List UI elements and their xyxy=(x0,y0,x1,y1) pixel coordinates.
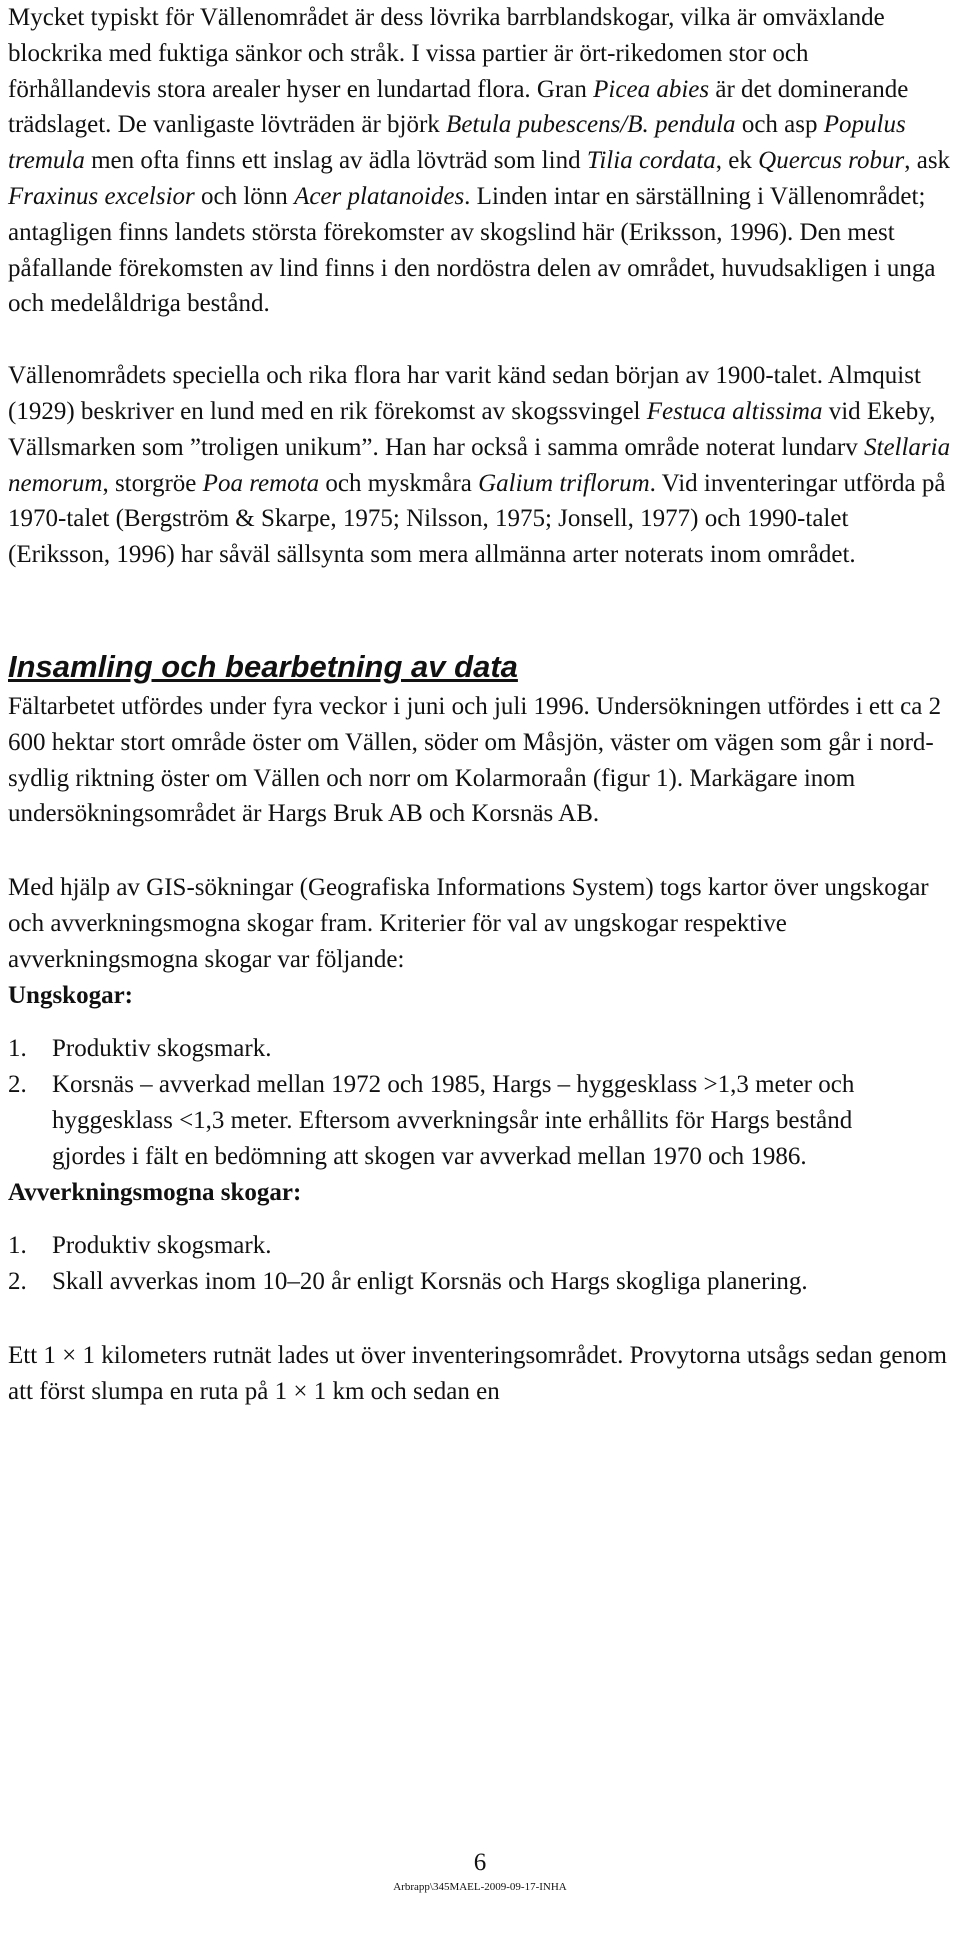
species-name: Poa remota xyxy=(202,469,320,497)
list-text: Produktiv skogsmark. xyxy=(52,1035,272,1063)
text-run: , storgröe xyxy=(102,469,203,497)
text-run: . Vid inventeringar utförda på 1970-talet (Bergström & Skarpe, 1975; Nilsson, 1975; Jonsell, 1977) och 1990-talet (Eriksson, 1996) har såväl sällsynta som mera allmänna arter noterats inom området. xyxy=(8,469,946,569)
text-run: Fältarbetet utfördes under fyra veckor i juni och juli 1996. Undersökningen utfördes i ett ca 2 600 hektar stort område öster om Vällen, söder om Måsjön, väster om vägen som går i nord-sydlig riktning öster om Vällen och norr om Kolarmoraån (figur 1). Markägare inom undersökningsområdet är Hargs Bruk AB och Korsnäs AB. xyxy=(8,692,942,828)
text-run: Ett 1 × 1 kilometers rutnät lades ut över inventeringsområdet. Provytorna utsågs sedan genom att först slumpa en ruta på 1 × 1 km och sedan en xyxy=(8,1341,947,1405)
text-run: är det dominerande trädslaget. De vanligaste lövträden är björk xyxy=(8,75,909,139)
list-item xyxy=(8,1031,960,1067)
list-number: 1. xyxy=(8,1035,27,1063)
list-number: 2. xyxy=(8,1268,27,1296)
ungskogar-list xyxy=(8,1031,960,1174)
list-text: Produktiv skogsmark. xyxy=(52,1232,272,1260)
list-item xyxy=(8,1264,960,1300)
species-name: Picea abies xyxy=(593,75,710,103)
text-run: Med hjälp av GIS-sökningar (Geografiska Informations System) togs kartor över ungskogar och avverkningsmogna skogar fram. Kriterier för val av ungskogar respektive avverkningsmogna skogar var följande: xyxy=(8,874,929,973)
text-run: och lönn xyxy=(194,182,295,210)
text-run: . Linden intar en särställning i Vällenområdet; antagligen finns landets största förekomster av skogslind här (Eriksson, 1996). Den mest påfallande förekomsten av lind finns i den nordöstra delen av området, huvudsakligen i unga och medelåldriga bestånd. xyxy=(8,182,936,318)
species-name: Fraxinus excelsior xyxy=(8,182,195,210)
text-run: , ek xyxy=(715,147,759,175)
text-run: och myskmåra xyxy=(319,469,479,497)
species-name: Tilia cordata xyxy=(586,147,716,175)
species-name: Populus tremula xyxy=(8,111,906,175)
list-item xyxy=(8,1067,960,1174)
page-number: 6 xyxy=(473,1849,487,1876)
paragraph-gis xyxy=(8,870,953,977)
species-name: Quercus robur xyxy=(758,147,905,175)
species-name: Betula pubescens/B. pendula xyxy=(446,111,736,139)
text-run: men ofta finns ett inslag av ädla lövträd som lind xyxy=(84,147,587,175)
species-name: Festuca altissima xyxy=(646,397,823,425)
list-text: Korsnäs – avverkad mellan 1972 och 1985, Hargs – hyggesklass >1,3 meter och hyggesklass <1,3 meter. Eftersom avverkningsår inte erhållits för Hargs bestånd gjordes i fält en bedömning att skogen var avverkad mellan 1970 och 1986. xyxy=(52,1071,855,1170)
text-run: vid Ekeby, Vällsmarken som ”troligen unikum”. Han har också i samma område noterat lundarv xyxy=(8,397,936,461)
list-item xyxy=(8,1228,960,1264)
text-run: , ask xyxy=(904,147,951,175)
avverkningsmogna-list xyxy=(8,1228,960,1300)
ungskogar-heading: Ungskogar: xyxy=(8,981,134,1009)
species-name: Galium triflorum xyxy=(478,469,650,497)
text-run: och asp xyxy=(735,111,824,139)
list-text: Skall avverkas inom 10–20 år enligt Korsnäs och Hargs skogliga planering. xyxy=(52,1268,808,1296)
paragraph-flora-history xyxy=(8,358,953,573)
document-code: Arbrapp\345MAEL-2009-09-17-INHA xyxy=(393,1881,567,1893)
avverkningsmogna-heading: Avverkningsmogna skogar: xyxy=(8,1178,302,1206)
paragraph-vegetation xyxy=(8,0,953,322)
list-number: 1. xyxy=(8,1232,27,1260)
list-number: 2. xyxy=(8,1071,27,1099)
species-name: Acer platanoides xyxy=(294,182,465,210)
paragraph-grid xyxy=(8,1338,953,1410)
paragraph-fieldwork xyxy=(8,689,953,832)
section-heading: Insamling och bearbetning av data xyxy=(8,648,518,684)
text-run: Vällenområdets speciella och rika flora har varit känd sedan början av 1900-talet. Almquist (1929) beskriver en lund med en rik förekomst av skogssvingel xyxy=(8,362,921,425)
species-name: Stellaria nemorum xyxy=(8,433,951,497)
text-run: Mycket typiskt för Vällenområdet är dess lövrika barrblandskogar, vilka är omväxlande blockrika med fuktiga sänkor och stråk. I vissa partier är ört-rikedomen stor och förhållandevis stora arealer hyser en lundartad flora. Gran xyxy=(8,4,885,103)
